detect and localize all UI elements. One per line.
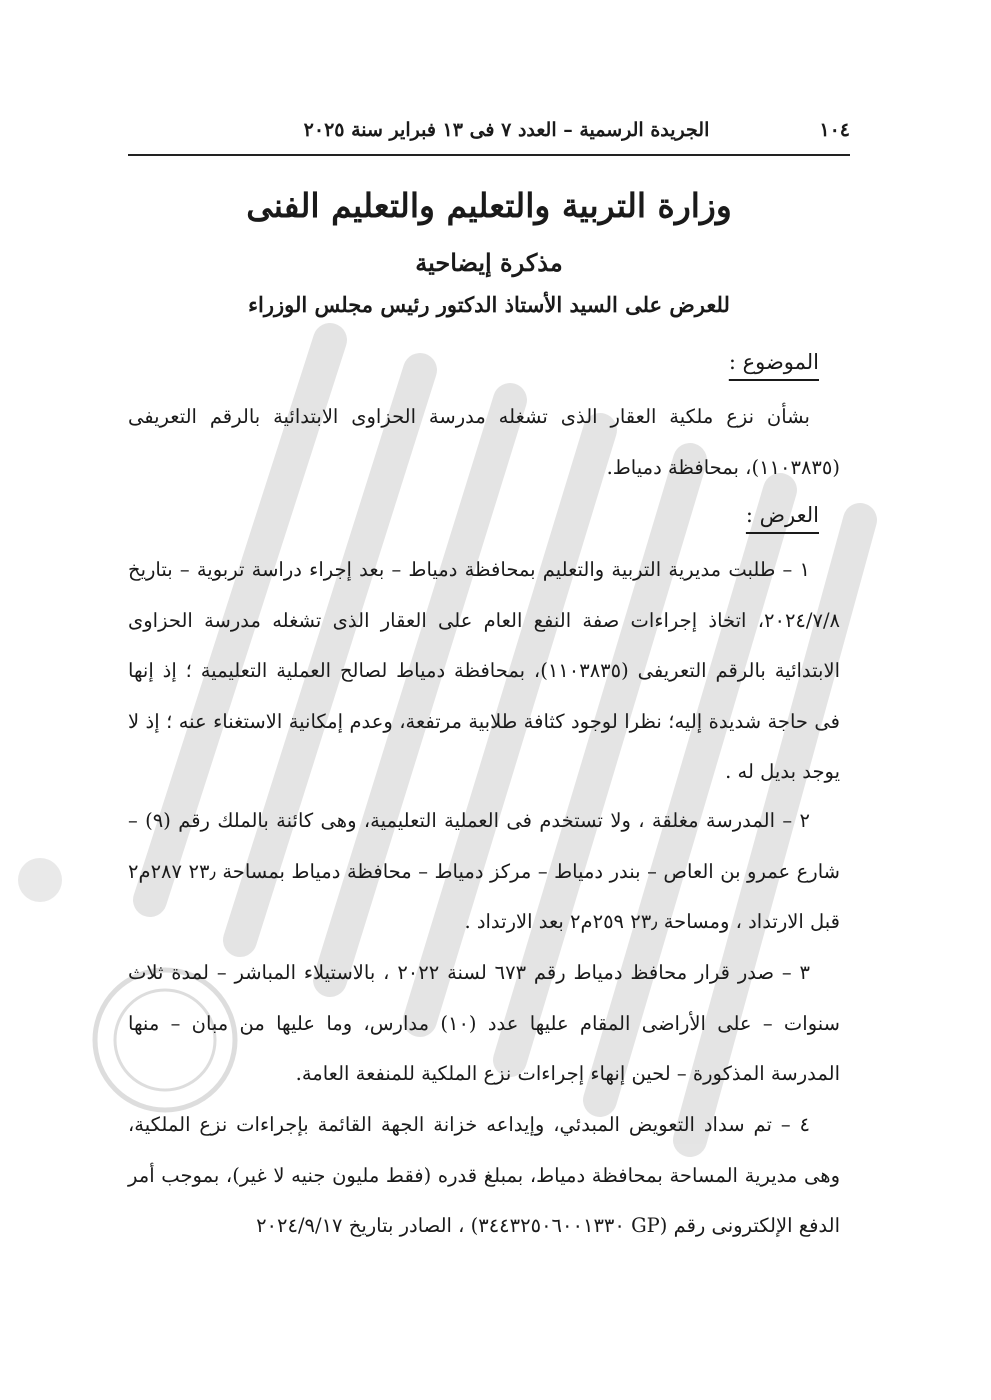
paragraph-2-text: ٢ – المدرسة مغلقة ، ولا تستخدم فى العملية التعليمية، وهى كائنة بالملك رقم (٩) – شارع عمرو بن العاص – بندر دمياط – مركز دمياط – محافظة دمياط بمساحة ٢٣٫ ٢٨٧م٢ قبل الارتداد ، ومساحة ٢٣٫ ٢٥٩م٢ بعد الارتداد . <box>128 809 841 933</box>
paragraph-4 <box>128 1100 840 1252</box>
subject-paragraph <box>128 392 840 493</box>
page-number: ١٠٤ <box>819 119 850 141</box>
paragraph-4-text: ٤ – تم سداد التعويض المبدئي، وإيداعه خزانة الجهة القائمة بإجراءات نزع الملكية، وهى مديرية المساحة بمحافظة دمياط، بمبلغ قدره (فقط مليون جنيه لا غير)، بموجب أمر الدفع الإلكترونى رقم (GP ٣٤٤٣٢٥٠٦٠٠١٣٣٠) ، الصادر بتاريخ ٢٠٢٤/٩/١٧ <box>128 1113 840 1237</box>
header-divider <box>128 154 850 156</box>
memo-title: مذكرة إيضاحية <box>415 248 563 277</box>
ministry-title: وزارة التربية والتعليم والتعليم الفنى <box>246 186 732 225</box>
paragraph-3 <box>128 948 840 1100</box>
subject-label: الموضوع : <box>728 350 819 374</box>
page-header <box>128 110 850 150</box>
subject-text: بشأن نزع ملكية العقار الذى تشغله مدرسة الحزاوى الابتدائية بالرقم التعريفى (١١٠٣٨٣٥)، بمحافظة دمياط. <box>128 405 840 479</box>
presentation-label: العرض : <box>745 503 819 527</box>
paragraph-3-text: ٣ – صدر قرار محافظ دمياط رقم ٦٧٣ لسنة ٢٠٢٢ ، بالاستيلاء المباشر – لمدة ثلاث سنوات – على الأراضى المقام عليها عدد (١٠) مدارس، وما عليها من مبان – منها المدرسة المذكورة – لحين إنهاء إجراءات نزع الملكية للمنفعة العامة. <box>128 961 840 1085</box>
paragraph-1 <box>128 545 840 798</box>
publication-line: الجريدة الرسمية – العدد ٧ فى ١٣ فبراير سنة ٢٠٢٥ <box>303 119 710 141</box>
paragraph-2 <box>128 796 840 948</box>
paragraph-1-text: ١ – طلبت مديرية التربية والتعليم بمحافظة دمياط – بعد إجراء دراسة تربوية – بتاريخ ٢٠٢٤/٧/٨، اتخاذ إجراءات صفة النفع العام على العقار الذى تشغله مدرسة الحزاوى الابتدائية بالرقم التعريفى (١١٠٣٨٣٥)، بمحافظة دمياط لصالح العملية التعليمية ؛ إذ إنها فى حاجة شديدة إليه؛ نظرا لوجود كثافة طلابية مرتفعة، وعدم إمكانية الاستغناء عنه ؛ إذ لا يوجد بديل له . <box>128 558 840 783</box>
addressee-line: للعرض على السيد الأستاذ الدكتور رئيس مجلس الوزراء <box>248 292 730 317</box>
